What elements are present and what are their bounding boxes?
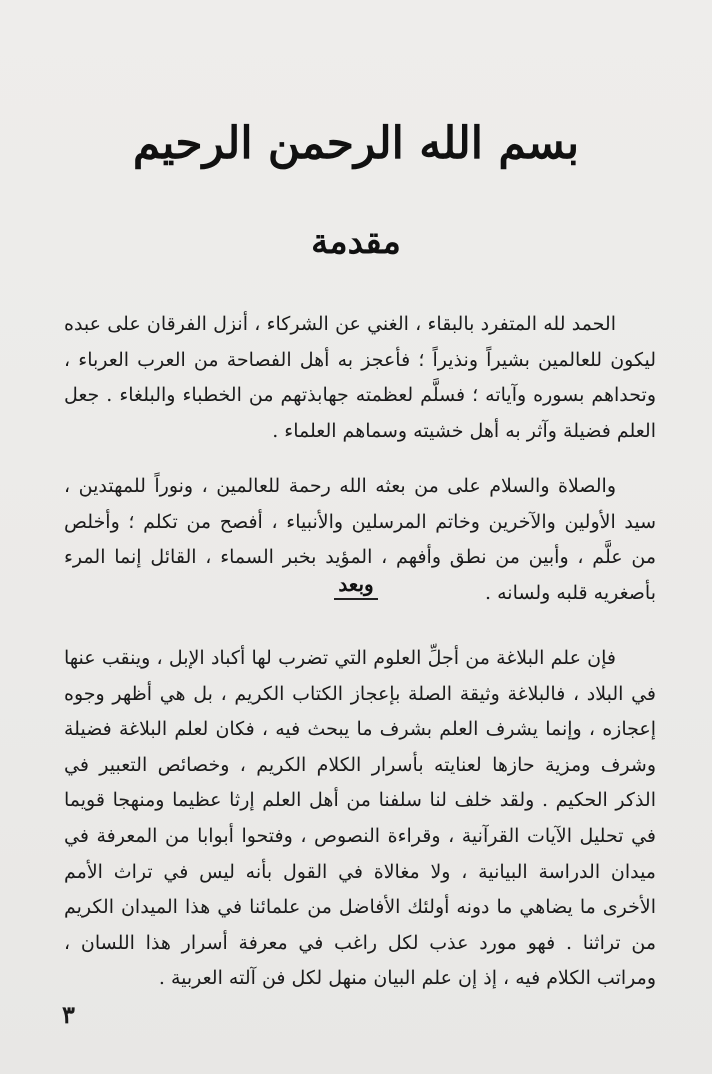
basmala-calligraphy: بسم الله الرحمن الرحيم — [132, 118, 580, 169]
paragraph-rhetoric: فإن علم البلاغة من أجلِّ العلوم التي تضرب لها أكباد الإبل ، وينقب عنها في البلاد ، فالبلاغة وثيقة الصلة بإعجاز الكتاب الكريم ، بل هي أظهر وجوه إعجازه ، وإنما يشرف العلم بشرف ما يبحث فيه ، فكان لعلم البلاغة فضيلة وشرف ومزية حازها لعنايته بأسرار الكلام الكريم ، وخصائص التعبير في الذكر الحكيم . ولقد خلف لنا سلفنا من أهل العلم إرثا عظيما ومنهجا قويما في تحليل الآيات القرآنية ، وقراءة النصوص ، وفتحوا أبوابا من المعرفة في ميدان الدراسة البيانية ، ولا مغالاة في القول بأنه ليس في تراث الأمم الأخرى ما يضاهي ما دونه أولئك الأفاضل من علمائنا في هذا الميدان الكريم من تراثنا . فهو مورد عذب لكل راغب في معرفة أسرار هذا اللسان ، ومراتب الكلام فيه ، إذ إن علم البيان منهل لكل فن آلته العربية . — [64, 647, 656, 990]
section-heading — [0, 572, 712, 596]
introduction-heading: مقدمة — [311, 222, 401, 262]
paragraph-salutation: والصلاة والسلام على من بعثه الله رحمة للعالمين ، ونوراً للمهتدين ، سيد الأولين والآخرين وخاتم المرسلين والأنبياء ، أفصح من تكلم ؛ وأخلص من علَّم ، وأبين من نطق وأفهم ، المؤيد بخبر السماء ، القائل إنما المرء بأصغريه قلبه ولسانه . — [64, 475, 656, 604]
page-number: ٣ — [62, 1000, 75, 1029]
paragraph-praise: الحمد لله المتفرد بالبقاء ، الغني عن الشركاء ، أنزل الفرقان على عبده ليكون للعالمين بشيراً ونذيراً ؛ فأعجز به أهل الفصاحة من العرب العرباء ، وتحداهم بسوره وآياته ؛ فسلَّم لعظمته جهابذتهم من الخطباء والبلغاء . جعل العلم فضيلة وآثر به أهل خشيته وسماهم العلماء . — [64, 313, 656, 442]
section-heading-text: وبعد — [334, 572, 377, 600]
